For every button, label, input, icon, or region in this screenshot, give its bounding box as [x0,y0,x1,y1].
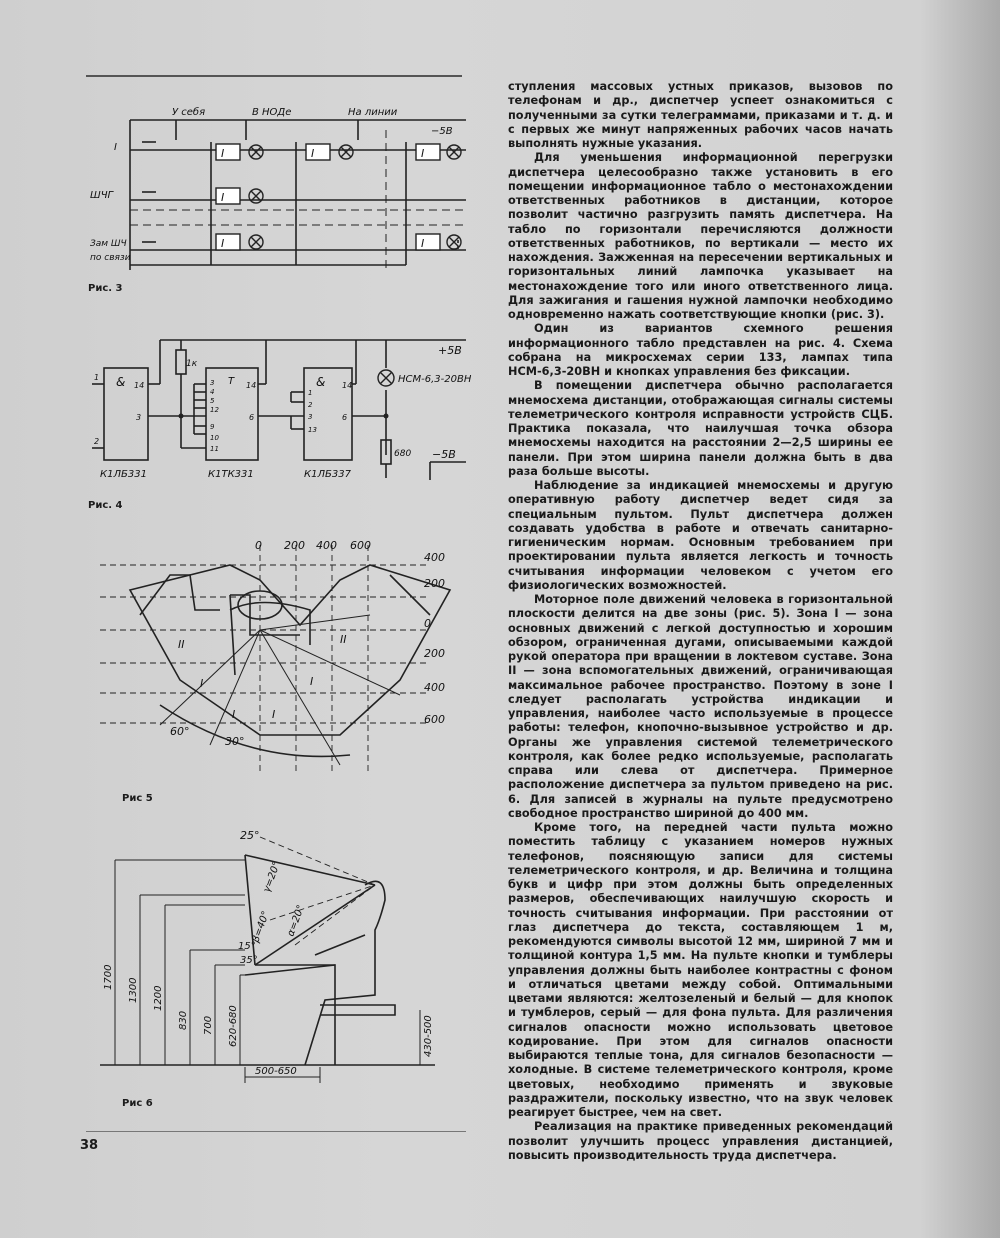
lamp-symbol: I [221,191,225,204]
chip1-label: К1ЛБ331 [100,469,147,480]
dim-1700: 1700 [103,964,114,990]
pin: 14 [134,381,145,390]
paragraph: Реализация на практике приведенных рекомендаций позволит улучшить процесс управления дистанцией, повысить производительность труда диспетчера. [508,1120,893,1162]
row-label-shchg: ШЧГ [90,190,114,201]
right-scale-0: 0 [424,617,431,630]
paragraph: Кроме того, на передней части пульта можно поместить таблицу с указанием номеров нужных телефонов, поясняющую записи для системы телеметрического контроля, и др. Величина и толщина букв и цифр при этом должны быть определенных размеров, обеспечивающих наилучшую скорость и точность считывания информации. При расстоянии от глаз диспетчера до текста, составляющем 1 м, рекомендуются символы высотой 12 мм, шириной 7 мм и толщиной контура 1,5 мм. На пульте кнопки и тумблеры управления должны быть наиболее контрастны с фоном и отличаться цветами между собой. Оптимальными цветами являются: желтозеленый и белый — для кнопок и тумблеров, серый — для фона пульта. Для различения сигналов опасности можно использовать цветовое кодирование. При этом для сигналов опасности выбираются теплые тона, для сигналов безопасности — холодные. В системе телеметрического контроля, кроме цветовых, необходимо применять и звуковые раздражители, поскольку известно, что на звук человек реагирует быстрее, чем на свет. [508,821,893,1119]
figure-5-diagram [100,535,470,785]
zone-1-d: I [272,708,276,721]
figure-3-caption: Рис. 3 [88,283,123,294]
dim-430-500: 430-500 [423,1015,434,1057]
col-label-u-sebya: У себя [172,107,206,118]
pin: 14 [342,381,353,390]
pin: 12 [210,406,219,414]
angle-35: 35° [240,955,258,966]
row-label-svyazi: по связи [90,253,131,263]
angle-25: 25° [240,829,260,842]
dim-700: 700 [203,1015,214,1035]
zone-2-left: II [178,638,185,651]
pin: 5 [210,397,215,405]
pin: 4 [210,388,215,396]
row-label-1: I [114,142,117,153]
figure-3-schematic [86,100,476,280]
pin: 13 [308,426,317,434]
figure-3 [86,100,476,280]
pin: 1 [94,373,100,382]
chip3-label: К1ЛБ337 [304,469,351,480]
figure-5 [100,535,470,785]
gate-symbol: & [116,375,126,389]
angle-60: 60° [170,725,190,738]
dim-500-650: 500-650 [255,1066,297,1077]
lamp-symbol: I [421,147,425,160]
dim-1300: 1300 [128,977,139,1003]
voltage-label: −5В [431,126,453,137]
gate-symbol: & [316,375,326,389]
pin: 9 [210,423,215,431]
right-scale-600: 600 [424,713,445,726]
top-scale-0: 0 [255,539,262,552]
top-scale-600: 600 [350,539,371,552]
top-scale-200: 200 [284,539,305,552]
pin: 3 [210,379,215,387]
angle-alpha: α=20° [285,903,308,939]
lamp-type-label: НСМ-6,3-20ВН [398,374,472,385]
right-scale-200b: 200 [424,647,445,660]
trigger-symbol: T [228,376,235,387]
figure-6-diagram [95,825,475,1085]
zone-1-b: I [310,675,314,688]
figure-4-schematic [86,330,476,490]
minus-voltage: −5В [432,448,456,461]
pin: 2 [94,437,100,446]
figure-6-caption: Рис 6 [122,1098,153,1109]
paragraph: ступления массовых устных приказов, вызовов по телефонам и др., диспетчер успеет ознакомиться с полученными за сутки телеграммами, приказами и т. д. и с первых же минут напряженных рабочих часов начать выполнять нужные указания. [508,80,893,150]
resistor-1k: 1к [186,359,198,369]
angle-15: 15° [238,941,256,952]
paragraph: Наблюдение за индикацией мнемосхемы и другую оперативную работу диспетчер ведет сидя за специальным пультом. Пульт диспетчера должен создавать удобства в работе и отвечать санитарно-гигиеническим нормам. Основным требованием при проектировании пульта является легкость и точность считывания информации человеком с учетом его физиологических возможностей. [508,479,893,592]
figure-6 [95,825,475,1085]
pin: 11 [210,445,219,453]
top-scale-400: 400 [316,539,337,552]
right-scale-200: 200 [424,577,445,590]
paragraph: Для уменьшения информационной перегрузки диспетчера целесообразно также установить в его помещении информационное табло о местонахождении ответственных работников в дистанции, которое позволит частично разгрузить память диспетчера. На табло по горизонтали перечисляются должности ответственных работников, по вертикали — место их нахождения. Зажженная на пересечении вертикальных и горизонтальных линий лампочка указывает на местонахождение того или иного ответственного лица. Для зажигания и гашения нужной лампочки необходимо одновременно нажать соответствующие кнопки (рис. 3). [508,151,893,321]
figure-5-caption: Рис 5 [122,793,153,804]
lamp-symbol: I [421,237,425,250]
pin: 2 [308,401,313,409]
chip2-label: К1ТК331 [208,469,254,480]
pin: 10 [210,434,219,442]
pin: 3 [136,413,142,422]
angle-gamma: γ=20° [261,860,283,895]
zone-1-c: I [232,708,236,721]
lamp-symbol: I [221,237,225,250]
figure-4-caption: Рис. 4 [88,500,123,511]
dim-620-680: 620-680 [228,1005,239,1047]
col-label-na-linii: На линии [348,107,398,118]
page-number: 38 [80,1138,99,1153]
lamp-symbol: I [221,147,225,160]
article-text-column [508,80,893,1163]
pin: 6 [342,413,348,422]
bottom-rule [86,1131,466,1132]
paragraph: Моторное поле движений человека в горизонтальной плоскости делится на две зоны (рис. 5). Зона I — зона основных движений с легкой доступностью и хорошим обзором, ограниченная дугами, описываемыми каждой рукой оператора при вращении в локтевом суставе. Зона II — зона вспомогательных движений, ограничивающая максимальное рабочее пространство. Поэтому в зоне I следует располагать устройства индикации и управления, наиболее часто используемые в процессе работы: телефон, кнопочно-вызывное устройство и др. Органы же управления системой телеметрического контроля, как более редко используемые, располагать справа или слева от диспетчера. Примерное расположение диспетчера за пультом приведено на рис. 6. Для записей в журналы на пульте предусмотрено свободное пространство шириной до 400 мм. [508,593,893,820]
resistor-680: 680 [394,449,412,459]
lamp-symbol: I [311,147,315,160]
row-label-zam: Зам ШЧ [90,239,127,249]
dim-1200: 1200 [153,985,164,1011]
dim-830: 830 [178,1010,189,1030]
zone-2-right: II [340,633,347,646]
angle-beta: β=40° [250,909,272,945]
col-label-v-node: В НОДе [252,107,292,118]
paragraph: В помещении диспетчера обычно располагается мнемосхема дистанции, отображающая сигналы системы телеметрического контроля исправности устройств СЦБ. Практика показала, что наилучшая точка обзора мнемосхемы находится на расстоянии 2—2,5 ширины ее панели. При этом ширина панели должна быть в два раза больше высоты. [508,379,893,478]
zone-1-a: I [200,677,204,690]
angle-30: 30° [225,735,245,748]
pin: 6 [249,413,255,422]
pin: 3 [308,413,313,421]
paragraph: Один из вариантов схемного решения информационного табло представлен на рис. 4. Схема собрана на микросхемах серии 133, лампах типа НСМ-6,3-20ВН и кнопках управления без фиксации. [508,322,893,378]
top-rule [86,75,462,77]
figure-4 [86,330,476,490]
pin: 1 [308,389,313,397]
right-scale-400: 400 [424,551,445,564]
plus-voltage: +5В [438,344,462,357]
right-scale-400b: 400 [424,681,445,694]
pin: 14 [246,381,257,390]
